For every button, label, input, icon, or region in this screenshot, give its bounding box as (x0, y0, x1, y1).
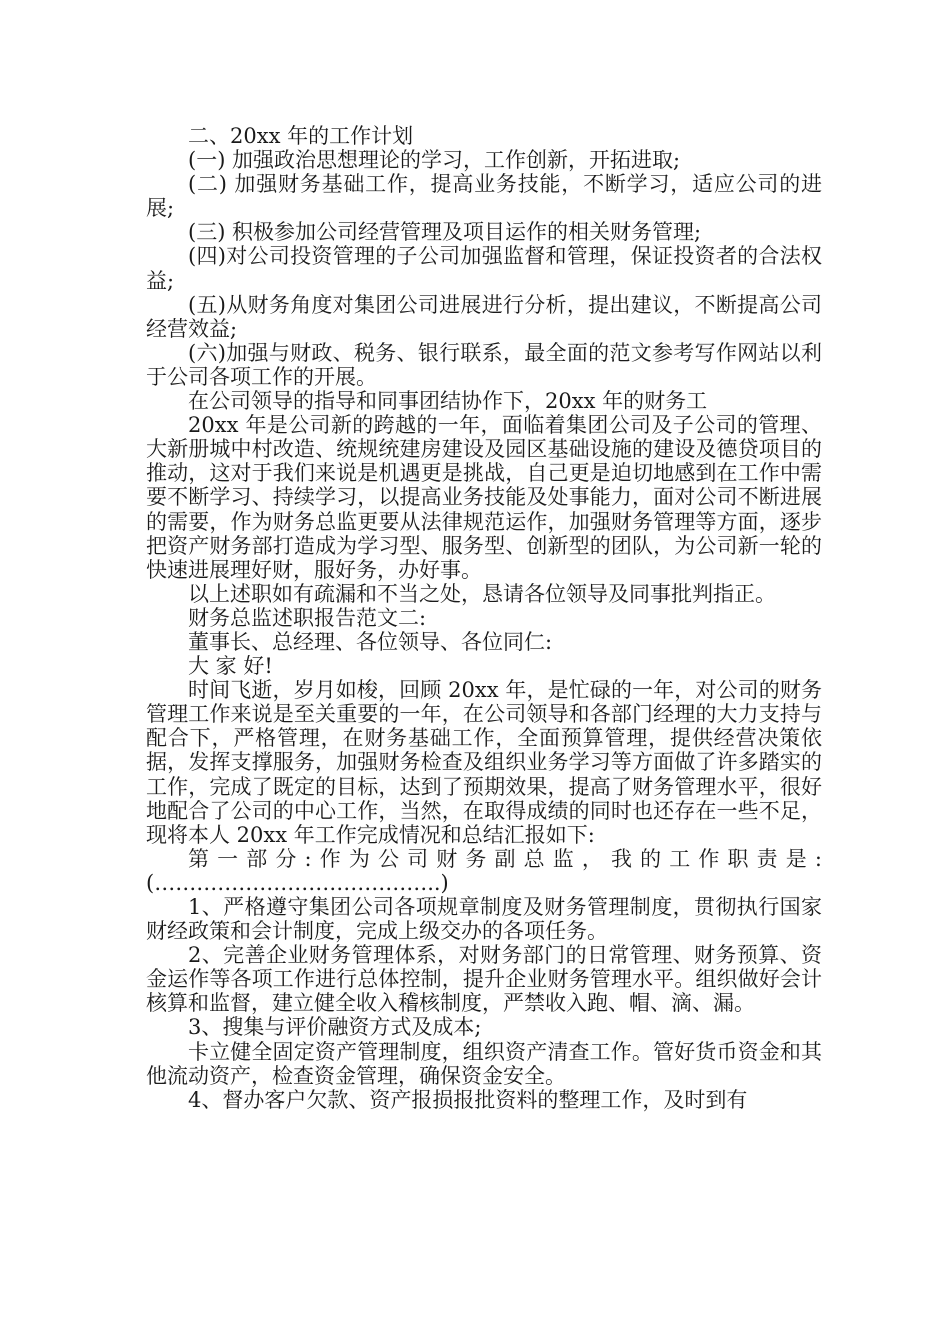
duty-item-2: 2、完善企业财务管理体系，对财务部门的日常管理、财务预算、资金运作等各项工作进行总体控制，提升企业财务管理水平。组织做好会计核算和监督，建立健全收入稽核制度，严禁收入跑、帽、滴、漏。 (146, 943, 822, 1016)
salutation: 董事长、总经理、各位领导、各位同仁: (188, 629, 553, 654)
duty-item-3: 3、搜集与评价融资方式及成本; (188, 1015, 482, 1040)
greeting: 大 家 好! (188, 654, 273, 679)
body-paragraph: 在公司领导的指导和同事团结协作下，20xx 年的财务工 (188, 389, 708, 414)
body-paragraph: 20xx 年是公司新的跨越的一年，面临着集团公司及子公司的管理、大新册城中村改造、统规统建房建设及园区基础设施的建设及德贷项目的推动，这对于我们来说是机遇更是挑战，自己更是迫切地感到在工作中需要不断学习、持续学习，以提高业务技能及处事能力，面对公司不断进展的需要，作为财务总监更要从法律规范运作，加强财务管理等方面，逐步把资产财务部打造成为学习型、服务型、创新型的团队，为公司新一轮的快速进展理好财，服好务，办好事。 (146, 413, 822, 582)
body-paragraph: 时间飞逝，岁月如梭，回顾 20xx 年，是忙碌的一年，对公司的财务管理工作来说是至关重要的一年，在公司领导和各部门经理的大力支持与配合下，严格管理，在财务基础工作，全面预算管理，提供经营决策依据，发挥支撑服务，加强财务检查及组织业务学习等方面做了许多踏实的工作，完成了既定的目标，达到了预期效果，提高了财务管理水平，很好地配合了公司的中心工作，当然，在取得成绩的同时也还存在一些不足，现将本人 20xx 年工作完成情况和总结汇报如下: (146, 678, 822, 847)
body-paragraph: 卡立健全固定资产管理制度，组织资产清查工作。管好货币资金和其他流动资产，检查资金管理，确保资金安全。 (146, 1039, 822, 1088)
plan-item-6: (六)加强与财政、税务、银行联系，最全面的范文参考写作网站以利于公司各项工作的开展。 (146, 340, 822, 389)
plan-item-2: (二) 加强财务基础工作，提高业务技能，不断学习，适应公司的进展; (146, 172, 822, 221)
body-paragraph: 以上述职如有疏漏和不当之处，恳请各位领导及同事批判指正。 (188, 581, 776, 606)
duty-item-4: 4、督办客户欠款、资产报损报批资料的整理工作，及时到有 (188, 1087, 748, 1112)
sample-two-title: 财务总监述职报告范文二: (188, 605, 427, 630)
plan-item-1: (一) 加强政治思想理论的学习，工作创新，开拓进取; (188, 148, 681, 173)
part-one-heading: 第一部分:作为公司财务副总监，我的工作职责是:(…………………………………..) (146, 846, 822, 895)
plan-item-3: (三) 积极参加公司经营管理及项目运作的相关财务管理; (188, 220, 702, 245)
duty-item-1: 1、严格遵守集团公司各项规章制度及财务管理制度，贯彻执行国家财经政策和会计制度，完成上级交办的各项任务。 (146, 895, 822, 944)
document-body (146, 124, 822, 1112)
section-heading-work-plan: 二、20xx 年的工作计划 (188, 124, 414, 148)
plan-item-4: (四)对公司投资管理的子公司加强监督和管理，保证投资者的合法权益; (146, 244, 822, 293)
plan-item-5: (五)从财务角度对集团公司进展进行分析，提出建议，不断提高公司经营效益; (146, 292, 822, 341)
